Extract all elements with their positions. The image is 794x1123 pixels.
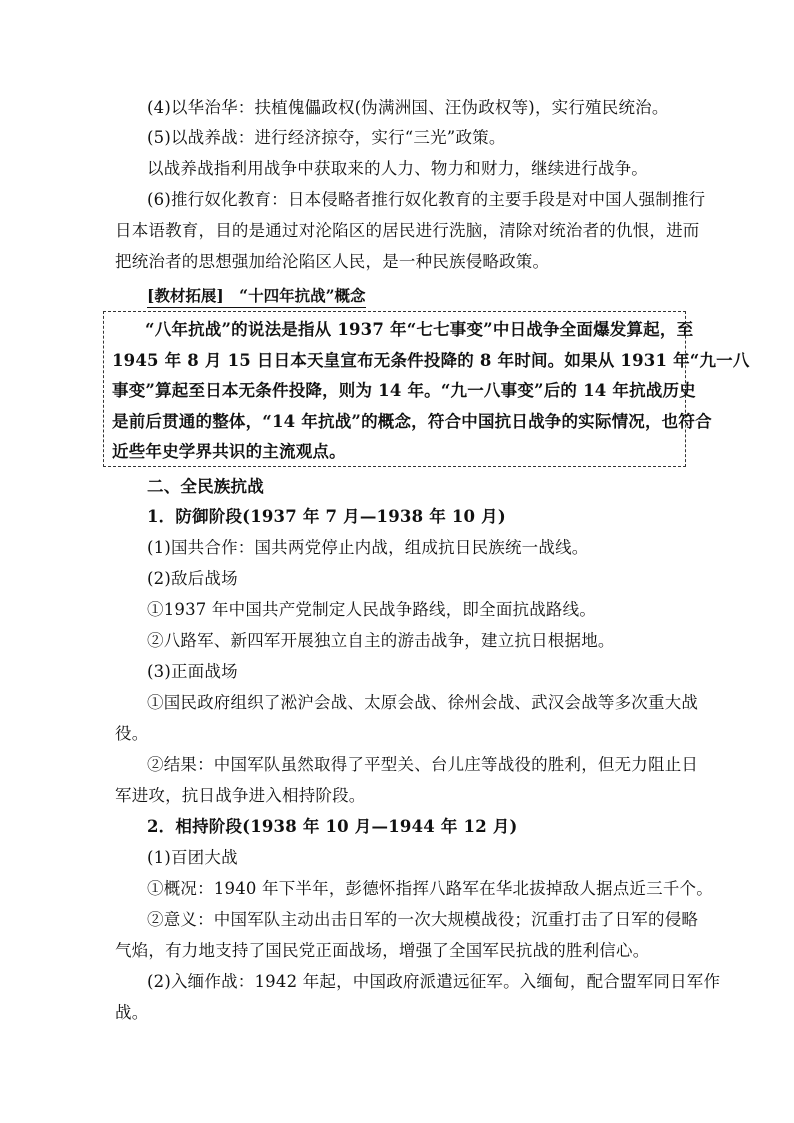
paragraph-line: 军进攻，抗日战争进入相持阶段。	[115, 786, 366, 805]
expansion-line: “八年抗战”的说法是指从 1937 年“七七事变”中日战争全面爆发算起，至	[145, 320, 694, 339]
paragraph-line: (6)推行奴化教育：日本侵略者推行奴化教育的主要手段是对中国人强制推行	[147, 190, 706, 209]
paragraph-line: 把统治者的思想强加给沦陷区人民，是一种民族侵略政策。	[115, 252, 550, 271]
paragraph-line: ②八路军、新四军开展独立自主的游击战争，建立抗日根据地。	[147, 631, 615, 650]
textbook-expansion-heading: [教材拓展] “十四年抗战”概念	[147, 286, 366, 308]
paragraph-line: ②意义：中国军队主动出击日军的一次大规模战役；沉重打击了日军的侵略	[147, 910, 699, 929]
paragraph-line: ②结果：中国军队虽然取得了平型关、台儿庄等战役的胜利，但无力阻止日	[147, 755, 699, 774]
paragraph-line: (1)百团大战	[147, 848, 238, 867]
paragraph-line: ①概况：1940 年下半年，彭德怀指挥八路军在华北拔掉敌人据点近三千个。	[147, 879, 713, 898]
paragraph-line: 气焰，有力地支持了国民党正面战场，增强了全国军民抗战的胜利信心。	[115, 941, 650, 960]
paragraph-line: (2)敌后战场	[147, 569, 238, 588]
expansion-line: 是前后贯通的整体，“14 年抗战”的概念，符合中国抗日战争的实际情况，也符合	[112, 412, 712, 431]
expansion-line: 1945 年 8 月 15 日日本天皇宣布无条件投降的 8 年时间。如果从 1931 年“九一八	[112, 351, 750, 370]
paragraph-line: (2)入缅作战：1942 年起，中国政府派遣远征军。入缅甸，配合盟军同日军作	[147, 972, 721, 991]
paragraph-line: 战。	[115, 1003, 149, 1022]
section-title: 二、全民族抗战	[147, 477, 264, 496]
paragraph-line: ①国民政府组织了淞沪会战、太原会战、徐州会战、武汉会战等多次重大战	[147, 693, 699, 712]
phase-title: 2．相持阶段(1938 年 10 月—1944 年 12 月)	[147, 817, 518, 836]
paragraph-line: ①1937 年中国共产党制定人民战争路线，即全面抗战路线。	[147, 600, 597, 619]
paragraph-line: 役。	[115, 724, 149, 743]
phase-title: 1．防御阶段(1937 年 7 月—1938 年 10 月)	[147, 507, 506, 526]
paragraph-line: (1)国共合作：国共两党停止内战，组成抗日民族统一战线。	[147, 538, 589, 557]
paragraph-line: 日本语教育，目的是通过对沦陷区的居民进行洗脑，清除对统治者的仇恨，进而	[115, 221, 700, 240]
expansion-line: 事变”算起至日本无条件投降，则为 14 年。“九一八事变”后的 14 年抗战历史	[112, 381, 696, 400]
paragraph-line: (3)正面战场	[147, 662, 238, 681]
expansion-line: 近些年史学界共识的主流观点。	[112, 442, 346, 461]
paragraph-line: 以战养战指利用战争中获取来的人力、物力和财力，继续进行战争。	[147, 159, 648, 178]
paragraph-line: (5)以战养战：进行经济掠夺，实行“三光”政策。	[147, 128, 506, 147]
paragraph-line: (4)以华治华：扶植傀儡政权(伪满洲国、汪伪政权等)，实行殖民统治。	[147, 98, 669, 117]
